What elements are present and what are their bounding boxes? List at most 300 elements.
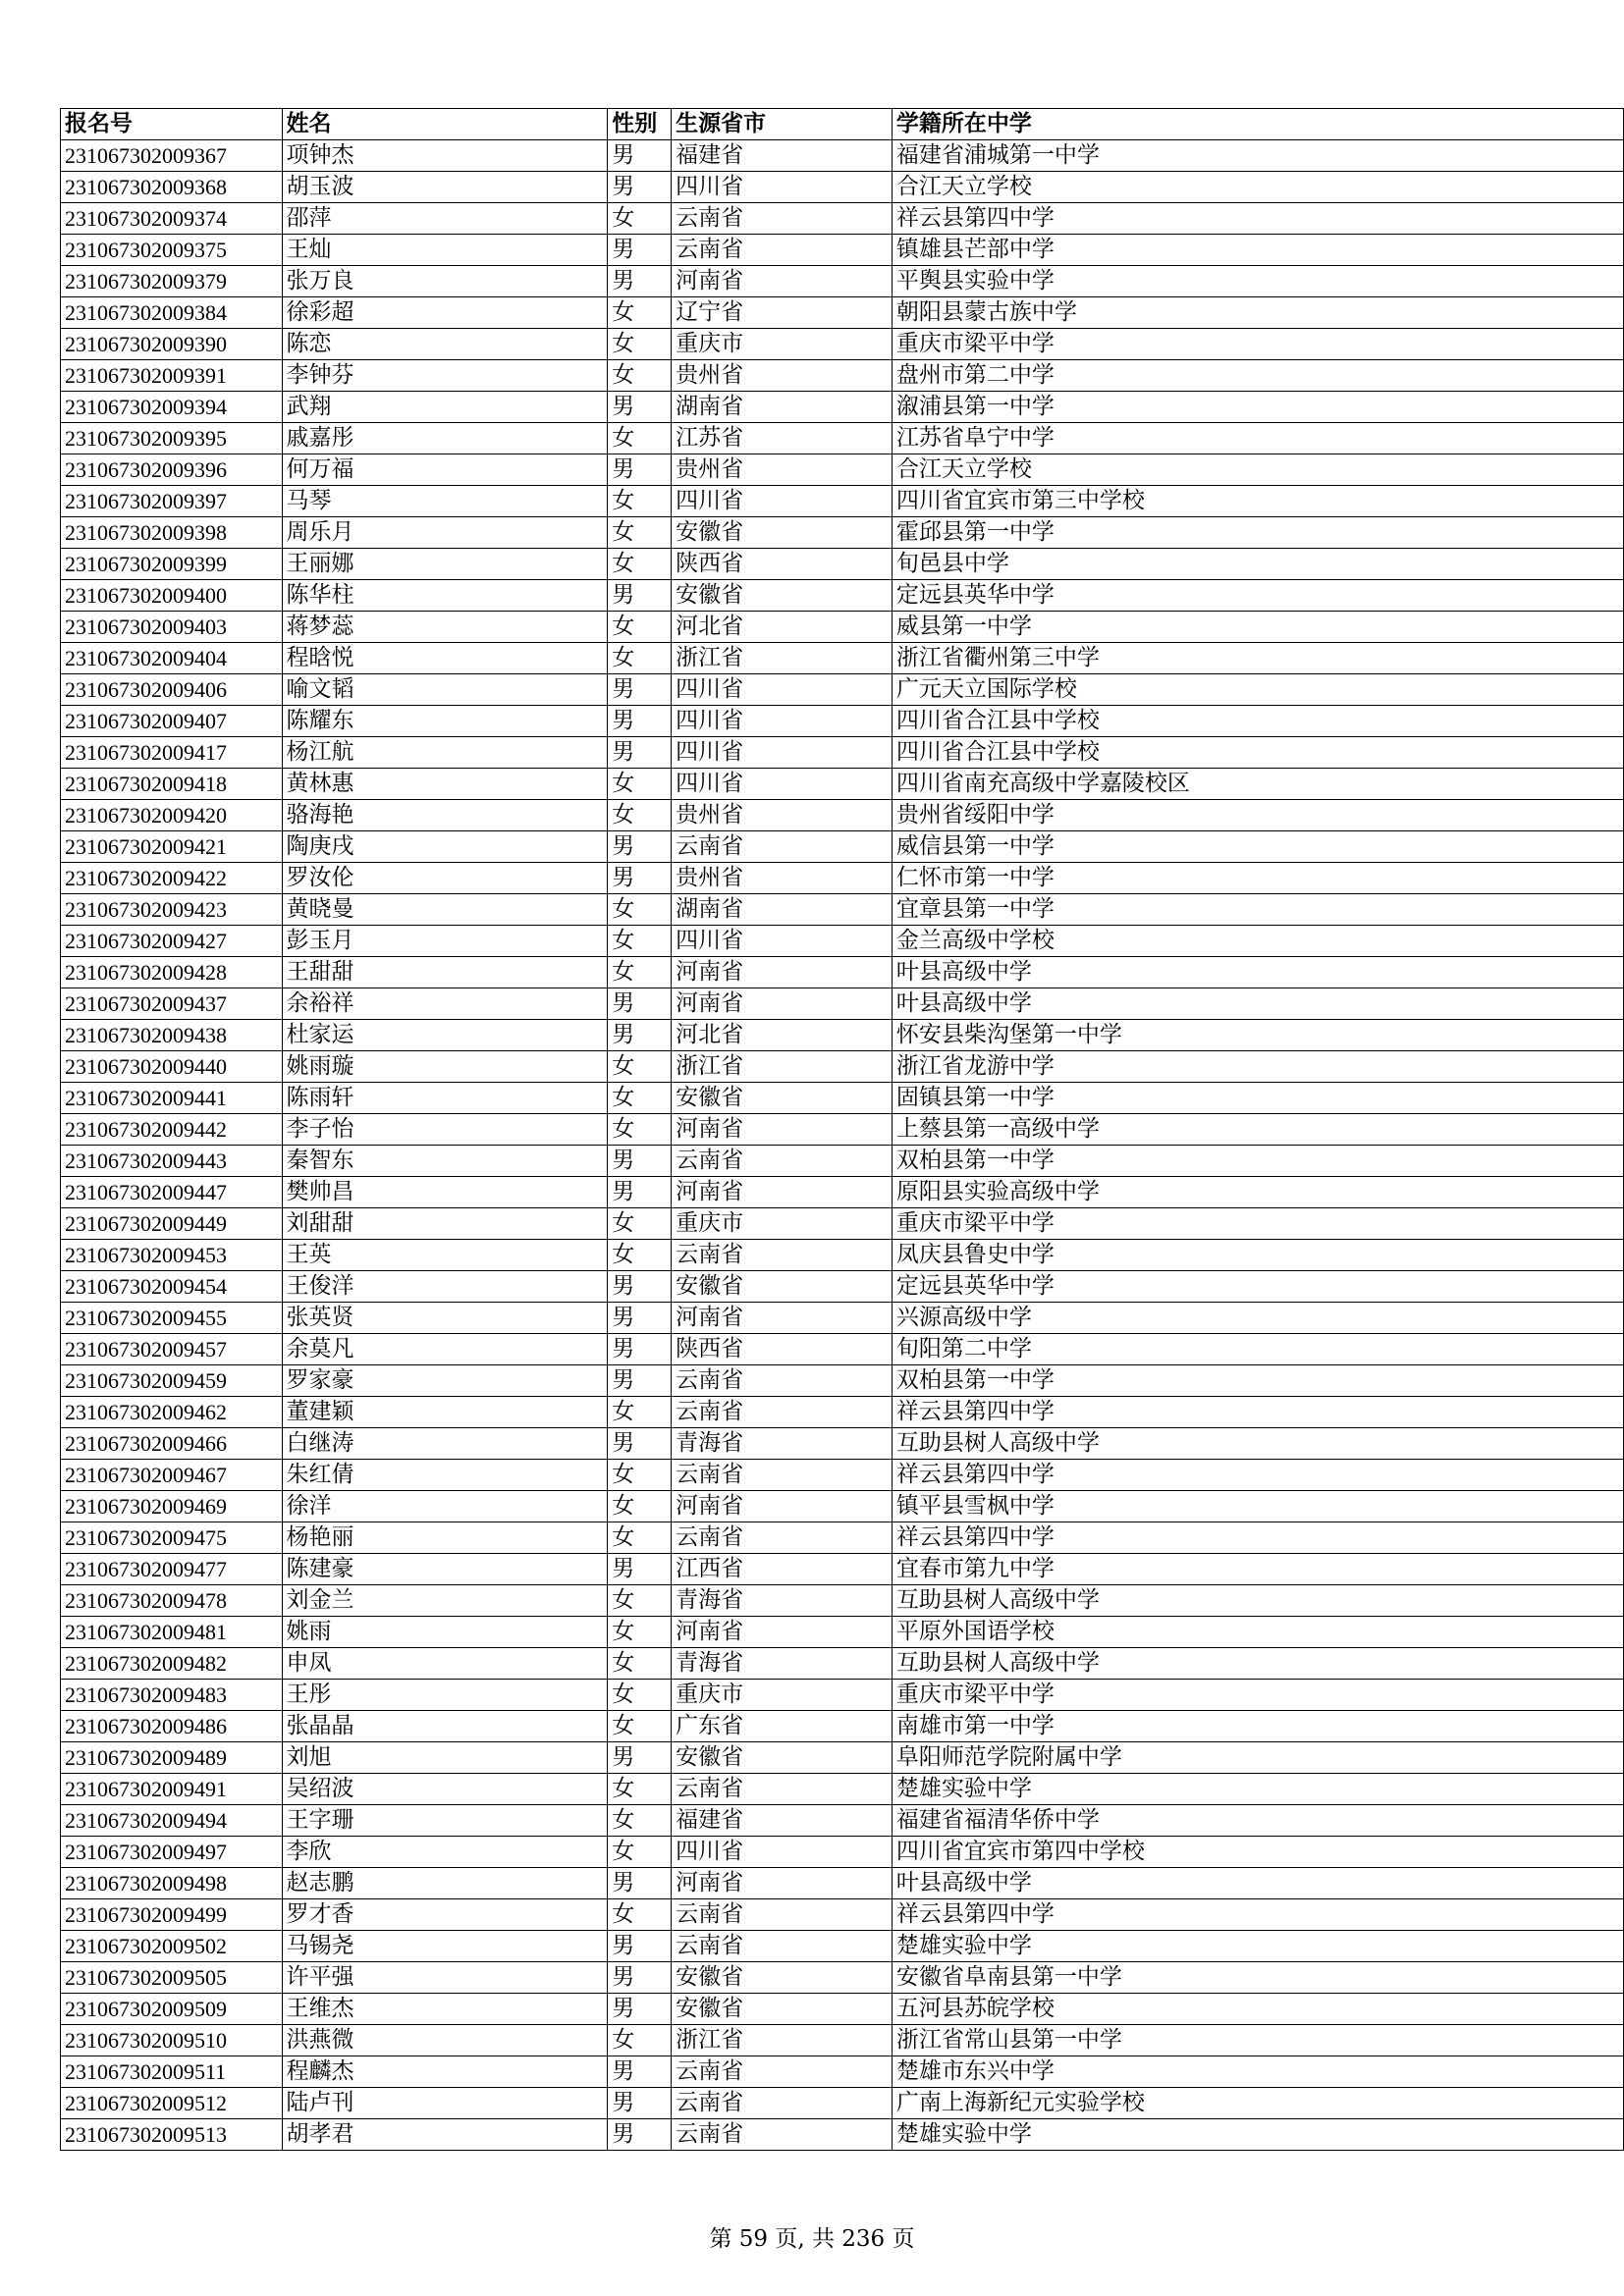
name-cell: 樊帅昌 (282, 1177, 608, 1208)
gender-cell: 男 (608, 2119, 672, 2151)
table-row (61, 2056, 1624, 2088)
name-cell: 武翔 (282, 392, 608, 423)
gender-cell: 男 (608, 674, 672, 706)
gender-cell: 男 (608, 172, 672, 203)
table-row (61, 1303, 1624, 1334)
province-cell: 河北省 (672, 1020, 893, 1051)
province-cell: 云南省 (672, 2088, 893, 2119)
school-cell: 祥云县第四中学 (892, 1899, 1623, 1931)
gender-cell: 女 (608, 926, 672, 957)
school-cell: 旬邑县中学 (892, 549, 1623, 580)
province-cell: 四川省 (672, 1837, 893, 1868)
table-row (61, 1083, 1624, 1114)
school-cell: 福建省福清华侨中学 (892, 1805, 1623, 1837)
school-cell: 霍邱县第一中学 (892, 517, 1623, 549)
registration-number-cell: 231067302009478 (61, 1585, 283, 1617)
table-row (61, 988, 1624, 1020)
province-cell: 福建省 (672, 1805, 893, 1837)
school-cell: 镇平县雪枫中学 (892, 1491, 1623, 1522)
gender-cell: 女 (608, 1805, 672, 1837)
school-cell: 双柏县第一中学 (892, 1146, 1623, 1177)
table-row (61, 1397, 1624, 1428)
gender-cell: 女 (608, 203, 672, 235)
name-cell: 刘甜甜 (282, 1208, 608, 1240)
gender-cell: 女 (608, 1617, 672, 1648)
province-cell: 湖南省 (672, 894, 893, 926)
name-cell: 王俊洋 (282, 1271, 608, 1303)
table-row (61, 1491, 1624, 1522)
province-cell: 河南省 (672, 266, 893, 297)
school-cell: 楚雄实验中学 (892, 1774, 1623, 1805)
table-row (61, 486, 1624, 517)
table-row (61, 1271, 1624, 1303)
registration-number-cell: 231067302009384 (61, 297, 283, 329)
table-row (61, 580, 1624, 612)
registration-number-cell: 231067302009427 (61, 926, 283, 957)
name-cell: 李钟芬 (282, 360, 608, 392)
name-cell: 彭玉月 (282, 926, 608, 957)
name-cell: 杨艳丽 (282, 1522, 608, 1554)
name-cell: 王字珊 (282, 1805, 608, 1837)
name-cell: 姚雨 (282, 1617, 608, 1648)
registration-number-cell: 231067302009457 (61, 1334, 283, 1365)
gender-cell: 女 (608, 800, 672, 831)
province-cell: 安徽省 (672, 580, 893, 612)
registration-number-cell: 231067302009505 (61, 1962, 283, 1994)
table-row (61, 203, 1624, 235)
gender-cell: 女 (608, 1585, 672, 1617)
table-row (61, 1522, 1624, 1554)
province-cell: 浙江省 (672, 2025, 893, 2056)
school-cell: 重庆市梁平中学 (892, 1208, 1623, 1240)
name-cell: 徐洋 (282, 1491, 608, 1522)
province-cell: 云南省 (672, 2119, 893, 2151)
table-row (61, 297, 1624, 329)
table-row (61, 1617, 1624, 1648)
registration-number-cell: 231067302009418 (61, 769, 283, 800)
school-cell: 双柏县第一中学 (892, 1365, 1623, 1397)
table-row (61, 1240, 1624, 1271)
name-cell: 许平强 (282, 1962, 608, 1994)
registration-number-cell: 231067302009499 (61, 1899, 283, 1931)
province-cell: 四川省 (672, 926, 893, 957)
school-cell: 合江天立学校 (892, 172, 1623, 203)
name-cell: 张英贤 (282, 1303, 608, 1334)
table-row (61, 1837, 1624, 1868)
gender-cell: 男 (608, 988, 672, 1020)
table-row (61, 549, 1624, 580)
province-cell: 云南省 (672, 1522, 893, 1554)
name-cell: 陈建豪 (282, 1554, 608, 1585)
gender-cell: 女 (608, 1051, 672, 1083)
province-cell: 四川省 (672, 486, 893, 517)
table-row (61, 737, 1624, 769)
registration-number-cell: 231067302009374 (61, 203, 283, 235)
table-row (61, 517, 1624, 549)
table-row (61, 1648, 1624, 1680)
registration-number-cell: 231067302009512 (61, 2088, 283, 2119)
table-row (61, 454, 1624, 486)
gender-cell: 女 (608, 1680, 672, 1711)
name-cell: 程麟杰 (282, 2056, 608, 2088)
registration-number-cell: 231067302009459 (61, 1365, 283, 1397)
registration-number-cell: 231067302009437 (61, 988, 283, 1020)
name-cell: 王英 (282, 1240, 608, 1271)
province-cell: 福建省 (672, 140, 893, 172)
name-cell: 马琴 (282, 486, 608, 517)
table-row (61, 2119, 1624, 2151)
school-cell: 祥云县第四中学 (892, 1522, 1623, 1554)
registration-number-cell: 231067302009442 (61, 1114, 283, 1146)
name-cell: 杜家运 (282, 1020, 608, 1051)
table-row (61, 1742, 1624, 1774)
province-cell: 江苏省 (672, 423, 893, 454)
province-cell: 浙江省 (672, 1051, 893, 1083)
registration-number-cell: 231067302009423 (61, 894, 283, 926)
name-cell: 陈恋 (282, 329, 608, 360)
table-row (61, 612, 1624, 643)
province-cell: 四川省 (672, 674, 893, 706)
name-cell: 李欣 (282, 1837, 608, 1868)
province-cell: 陕西省 (672, 1334, 893, 1365)
gender-cell: 男 (608, 1020, 672, 1051)
table-row (61, 329, 1624, 360)
gender-cell: 男 (608, 580, 672, 612)
name-cell: 刘金兰 (282, 1585, 608, 1617)
school-cell: 浙江省常山县第一中学 (892, 2025, 1623, 2056)
name-cell: 胡孝君 (282, 2119, 608, 2151)
gender-cell: 男 (608, 1271, 672, 1303)
school-cell: 合江天立学校 (892, 454, 1623, 486)
registration-number-cell: 231067302009455 (61, 1303, 283, 1334)
gender-cell: 女 (608, 1774, 672, 1805)
gender-cell: 女 (608, 612, 672, 643)
province-cell: 重庆市 (672, 329, 893, 360)
province-cell: 云南省 (672, 1365, 893, 1397)
gender-cell: 男 (608, 1962, 672, 1994)
school-cell: 平原外国语学校 (892, 1617, 1623, 1648)
gender-cell: 女 (608, 643, 672, 674)
gender-cell: 男 (608, 1177, 672, 1208)
table-row (61, 1051, 1624, 1083)
name-cell: 洪燕微 (282, 2025, 608, 2056)
name-cell: 陈雨轩 (282, 1083, 608, 1114)
table-row (61, 235, 1624, 266)
name-cell: 王丽娜 (282, 549, 608, 580)
name-cell: 骆海艳 (282, 800, 608, 831)
table-row (61, 1931, 1624, 1962)
table-row (61, 831, 1624, 863)
table-row (61, 1428, 1624, 1460)
school-cell: 互助县树人高级中学 (892, 1428, 1623, 1460)
name-cell: 戚嘉彤 (282, 423, 608, 454)
gender-cell: 男 (608, 2056, 672, 2088)
registration-number-cell: 231067302009494 (61, 1805, 283, 1837)
registration-number-cell: 231067302009486 (61, 1711, 283, 1742)
registration-number-cell: 231067302009497 (61, 1837, 283, 1868)
gender-cell: 男 (608, 1742, 672, 1774)
gender-cell: 男 (608, 1303, 672, 1334)
table-row (61, 926, 1624, 957)
gender-cell: 男 (608, 454, 672, 486)
province-cell: 河北省 (672, 612, 893, 643)
province-cell: 云南省 (672, 1931, 893, 1962)
school-cell: 盘州市第二中学 (892, 360, 1623, 392)
name-cell: 陆卢刊 (282, 2088, 608, 2119)
school-cell: 祥云县第四中学 (892, 1460, 1623, 1491)
school-cell: 楚雄实验中学 (892, 2119, 1623, 2151)
gender-cell: 男 (608, 706, 672, 737)
gender-cell: 男 (608, 1931, 672, 1962)
table-row (61, 800, 1624, 831)
school-cell: 定远县英华中学 (892, 1271, 1623, 1303)
table-row (61, 140, 1624, 172)
school-cell: 五河县苏皖学校 (892, 1994, 1623, 2025)
registration-number-cell: 231067302009399 (61, 549, 283, 580)
school-cell: 四川省合江县中学校 (892, 737, 1623, 769)
province-cell: 云南省 (672, 1240, 893, 1271)
school-cell: 怀安县柴沟堡第一中学 (892, 1020, 1623, 1051)
table-row (61, 1805, 1624, 1837)
header-registration-number: 报名号 (61, 109, 283, 140)
province-cell: 云南省 (672, 1146, 893, 1177)
province-cell: 云南省 (672, 2056, 893, 2088)
school-cell: 阜阳师范学院附属中学 (892, 1742, 1623, 1774)
name-cell: 申凤 (282, 1648, 608, 1680)
school-cell: 威信县第一中学 (892, 831, 1623, 863)
table-row (61, 1962, 1624, 1994)
registration-number-cell: 231067302009422 (61, 863, 283, 894)
school-cell: 楚雄市东兴中学 (892, 2056, 1623, 2088)
name-cell: 马锡尧 (282, 1931, 608, 1962)
province-cell: 陕西省 (672, 549, 893, 580)
registration-number-cell: 231067302009509 (61, 1994, 283, 2025)
gender-cell: 男 (608, 2088, 672, 2119)
registration-number-cell: 231067302009466 (61, 1428, 283, 1460)
gender-cell: 男 (608, 831, 672, 863)
school-cell: 江苏省阜宁中学 (892, 423, 1623, 454)
registration-number-cell: 231067302009400 (61, 580, 283, 612)
school-cell: 四川省宜宾市第三中学校 (892, 486, 1623, 517)
table-row (61, 1146, 1624, 1177)
name-cell: 刘旭 (282, 1742, 608, 1774)
page-footer: 第 59 页, 共 236 页 (709, 2226, 915, 2252)
gender-cell: 女 (608, 957, 672, 988)
registration-number-cell: 231067302009477 (61, 1554, 283, 1585)
registration-number-cell: 231067302009390 (61, 329, 283, 360)
province-cell: 青海省 (672, 1648, 893, 1680)
gender-cell: 女 (608, 423, 672, 454)
school-cell: 浙江省龙游中学 (892, 1051, 1623, 1083)
registration-number-cell: 231067302009482 (61, 1648, 283, 1680)
registration-number-cell: 231067302009421 (61, 831, 283, 863)
table-row (61, 706, 1624, 737)
gender-cell: 男 (608, 1868, 672, 1899)
table-row (61, 1868, 1624, 1899)
gender-cell: 女 (608, 329, 672, 360)
registration-number-cell: 231067302009449 (61, 1208, 283, 1240)
name-cell: 黄林惠 (282, 769, 608, 800)
gender-cell: 男 (608, 1365, 672, 1397)
province-cell: 云南省 (672, 831, 893, 863)
gender-cell: 女 (608, 1648, 672, 1680)
name-cell: 李子怡 (282, 1114, 608, 1146)
table-row (61, 392, 1624, 423)
table-row (61, 1711, 1624, 1742)
school-cell: 祥云县第四中学 (892, 1397, 1623, 1428)
name-cell: 吴绍波 (282, 1774, 608, 1805)
school-cell: 原阳县实验高级中学 (892, 1177, 1623, 1208)
registration-number-cell: 231067302009367 (61, 140, 283, 172)
province-cell: 安徽省 (672, 1742, 893, 1774)
gender-cell: 女 (608, 1083, 672, 1114)
gender-cell: 男 (608, 1334, 672, 1365)
province-cell: 云南省 (672, 203, 893, 235)
name-cell: 罗汝伦 (282, 863, 608, 894)
gender-cell: 男 (608, 737, 672, 769)
school-cell: 广元天立国际学校 (892, 674, 1623, 706)
gender-cell: 女 (608, 549, 672, 580)
province-cell: 安徽省 (672, 1083, 893, 1114)
registration-number-cell: 231067302009420 (61, 800, 283, 831)
table-row (61, 1774, 1624, 1805)
name-cell: 王维杰 (282, 1994, 608, 2025)
name-cell: 邵萍 (282, 203, 608, 235)
province-cell: 贵州省 (672, 800, 893, 831)
school-cell: 仁怀市第一中学 (892, 863, 1623, 894)
province-cell: 河南省 (672, 1114, 893, 1146)
province-cell: 河南省 (672, 1303, 893, 1334)
registration-number-cell: 231067302009379 (61, 266, 283, 297)
province-cell: 四川省 (672, 737, 893, 769)
gender-cell: 男 (608, 140, 672, 172)
registration-number-cell: 231067302009398 (61, 517, 283, 549)
registration-number-cell: 231067302009443 (61, 1146, 283, 1177)
gender-cell: 女 (608, 1899, 672, 1931)
province-cell: 青海省 (672, 1585, 893, 1617)
province-cell: 河南省 (672, 1491, 893, 1522)
school-cell: 旬阳第二中学 (892, 1334, 1623, 1365)
table-row (61, 674, 1624, 706)
gender-cell: 女 (608, 1114, 672, 1146)
school-cell: 楚雄实验中学 (892, 1931, 1623, 1962)
school-cell: 广南上海新纪元实验学校 (892, 2088, 1623, 2119)
school-cell: 定远县英华中学 (892, 580, 1623, 612)
province-cell: 四川省 (672, 172, 893, 203)
school-cell: 重庆市梁平中学 (892, 1680, 1623, 1711)
name-cell: 罗才香 (282, 1899, 608, 1931)
registration-number-cell: 231067302009428 (61, 957, 283, 988)
registration-number-cell: 231067302009498 (61, 1868, 283, 1899)
name-cell: 喻文韬 (282, 674, 608, 706)
name-cell: 程晗悦 (282, 643, 608, 674)
province-cell: 广东省 (672, 1711, 893, 1742)
table-row (61, 769, 1624, 800)
gender-cell: 男 (608, 1554, 672, 1585)
school-cell: 贵州省绥阳中学 (892, 800, 1623, 831)
name-cell: 白继涛 (282, 1428, 608, 1460)
gender-cell: 男 (608, 1146, 672, 1177)
school-cell: 四川省南充高级中学嘉陵校区 (892, 769, 1623, 800)
registration-number-cell: 231067302009467 (61, 1460, 283, 1491)
province-cell: 河南省 (672, 957, 893, 988)
name-cell: 周乐月 (282, 517, 608, 549)
gender-cell: 男 (608, 235, 672, 266)
table-row (61, 1114, 1624, 1146)
registration-number-cell: 231067302009440 (61, 1051, 283, 1083)
province-cell: 安徽省 (672, 1271, 893, 1303)
registration-number-cell: 231067302009391 (61, 360, 283, 392)
name-cell: 蒋梦蕊 (282, 612, 608, 643)
province-cell: 河南省 (672, 1177, 893, 1208)
name-cell: 余莫凡 (282, 1334, 608, 1365)
province-cell: 安徽省 (672, 1962, 893, 1994)
gender-cell: 女 (608, 517, 672, 549)
table-row (61, 423, 1624, 454)
school-cell: 镇雄县芒部中学 (892, 235, 1623, 266)
table-body (61, 140, 1624, 2151)
province-cell: 四川省 (672, 706, 893, 737)
name-cell: 陶庚戌 (282, 831, 608, 863)
gender-cell: 女 (608, 1397, 672, 1428)
table-row (61, 172, 1624, 203)
name-cell: 朱红倩 (282, 1460, 608, 1491)
province-cell: 青海省 (672, 1428, 893, 1460)
name-cell: 赵志鹏 (282, 1868, 608, 1899)
table-row (61, 2025, 1624, 2056)
province-cell: 四川省 (672, 769, 893, 800)
name-cell: 姚雨璇 (282, 1051, 608, 1083)
province-cell: 安徽省 (672, 517, 893, 549)
province-cell: 河南省 (672, 988, 893, 1020)
school-cell: 凤庆县鲁史中学 (892, 1240, 1623, 1271)
gender-cell: 女 (608, 297, 672, 329)
table-row (61, 863, 1624, 894)
school-cell: 威县第一中学 (892, 612, 1623, 643)
name-cell: 项钟杰 (282, 140, 608, 172)
registration-number-cell: 231067302009404 (61, 643, 283, 674)
school-cell: 叶县高级中学 (892, 1868, 1623, 1899)
gender-cell: 男 (608, 863, 672, 894)
province-cell: 贵州省 (672, 863, 893, 894)
school-cell: 金兰高级中学校 (892, 926, 1623, 957)
school-cell: 兴源高级中学 (892, 1303, 1623, 1334)
table-row (61, 1994, 1624, 2025)
registration-number-cell: 231067302009513 (61, 2119, 283, 2151)
name-cell: 胡玉波 (282, 172, 608, 203)
gender-cell: 女 (608, 1208, 672, 1240)
name-cell: 秦智东 (282, 1146, 608, 1177)
province-cell: 云南省 (672, 1397, 893, 1428)
gender-cell: 男 (608, 392, 672, 423)
province-cell: 云南省 (672, 1899, 893, 1931)
table-row (61, 1365, 1624, 1397)
registration-number-cell: 231067302009417 (61, 737, 283, 769)
registration-number-cell: 231067302009481 (61, 1617, 283, 1648)
header-province: 生源省市 (672, 109, 893, 140)
table-row (61, 1899, 1624, 1931)
school-cell: 叶县高级中学 (892, 957, 1623, 988)
school-cell: 平舆县实验中学 (892, 266, 1623, 297)
school-cell: 浙江省衢州第三中学 (892, 643, 1623, 674)
province-cell: 重庆市 (672, 1680, 893, 1711)
registration-number-cell: 231067302009511 (61, 2056, 283, 2088)
table-row (61, 1177, 1624, 1208)
registration-number-cell: 231067302009462 (61, 1397, 283, 1428)
school-cell: 宜章县第一中学 (892, 894, 1623, 926)
school-cell: 上蔡县第一高级中学 (892, 1114, 1623, 1146)
registration-number-cell: 231067302009447 (61, 1177, 283, 1208)
